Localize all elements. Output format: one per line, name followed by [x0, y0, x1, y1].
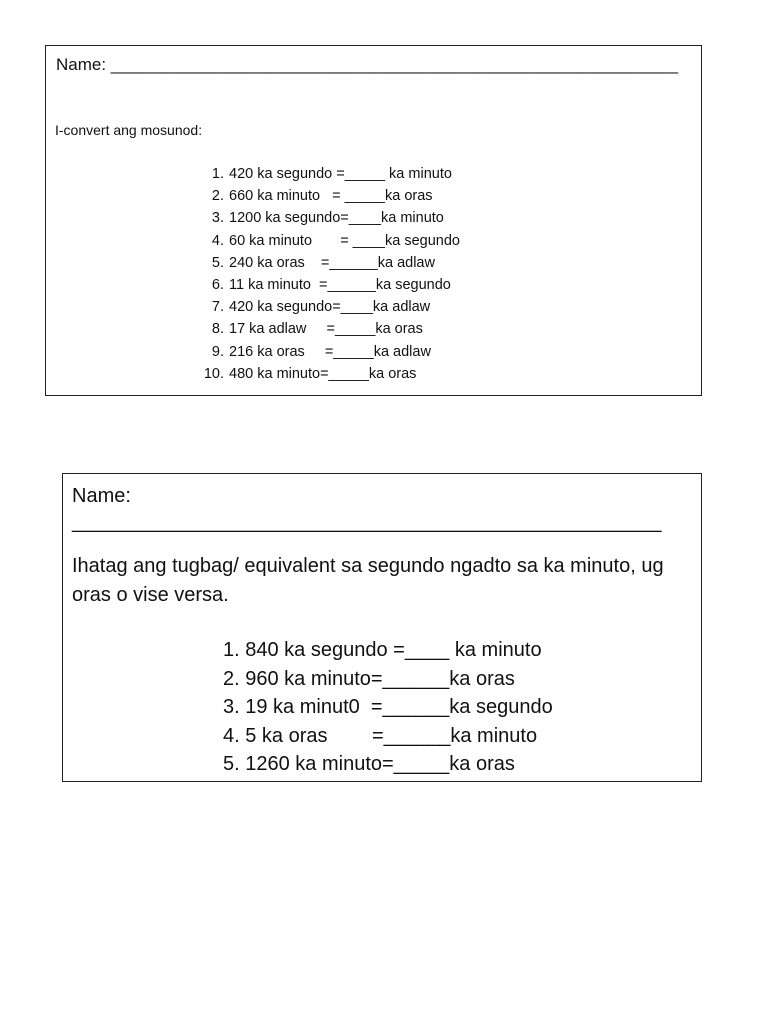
- instruction-text: Ihatag ang tugbag/ equivalent sa segundo ngadto sa ka minuto, ug oras o vise versa.: [72, 555, 664, 606]
- item-text: 11 ka minuto =______ka segundo: [229, 276, 451, 293]
- list-item: 2. 960 ka minuto=______ka oras: [223, 667, 515, 690]
- list-item: [186, 207, 460, 229]
- item-text: 420 ka segundo=____ka adlaw: [229, 299, 431, 316]
- item-text: 660 ka minuto = _____ka oras: [229, 188, 433, 205]
- list-item: [186, 163, 460, 185]
- item-text: 480 ka minuto=_____ka oras: [229, 365, 417, 382]
- list-item: 4. 5 ka oras =______ka minuto: [223, 724, 538, 747]
- list-item: [186, 363, 460, 385]
- item-number: 1.: [211, 166, 224, 182]
- worksheet-2: [62, 473, 702, 782]
- list-item: [186, 230, 460, 252]
- item-number: 4.: [211, 232, 224, 249]
- item-number: 2.: [211, 188, 224, 205]
- item-text: 1200 ka segundo=____ka minuto: [229, 210, 444, 227]
- list-item: [186, 185, 460, 207]
- conversion-list: [223, 636, 553, 779]
- name-field-line: Name: ____________________________________________________________: [56, 55, 679, 74]
- item-text: 60 ka minuto = ____ka segundo: [229, 232, 460, 249]
- item-number: 7.: [211, 299, 224, 316]
- conversion-list: [186, 163, 460, 385]
- list-item: [186, 296, 460, 318]
- name-blank-line: _____________________________________________________: [72, 511, 662, 533]
- list-item: 3. 19 ka minut0 =______ka segundo: [223, 696, 553, 719]
- item-text: 216 ka oras =_____ka adlaw: [229, 343, 431, 360]
- item-number: 6.: [211, 276, 224, 293]
- item-number: 5.: [211, 254, 224, 271]
- item-number: 9.: [211, 343, 224, 360]
- list-item: [186, 318, 460, 340]
- worksheet-1: [45, 45, 702, 396]
- item-number: 8.: [211, 321, 224, 338]
- instruction-text: I-convert ang mosunod:: [55, 122, 203, 138]
- list-item: 1. 840 ka segundo =____ ka minuto: [223, 639, 542, 661]
- name-label: Name:: [72, 485, 131, 507]
- item-number: 10.: [203, 365, 224, 382]
- list-item: [186, 341, 460, 363]
- item-number: 3.: [211, 210, 224, 227]
- list-item: [186, 274, 460, 296]
- item-text: 17 ka adlaw =_____ka oras: [229, 321, 423, 338]
- item-text: 240 ka oras =______ka adlaw: [229, 254, 435, 271]
- item-text: 420 ka segundo =_____ ka minuto: [229, 166, 452, 182]
- list-item: [186, 252, 460, 274]
- list-item: 5. 1260 ka minuto=_____ka oras: [223, 753, 515, 776]
